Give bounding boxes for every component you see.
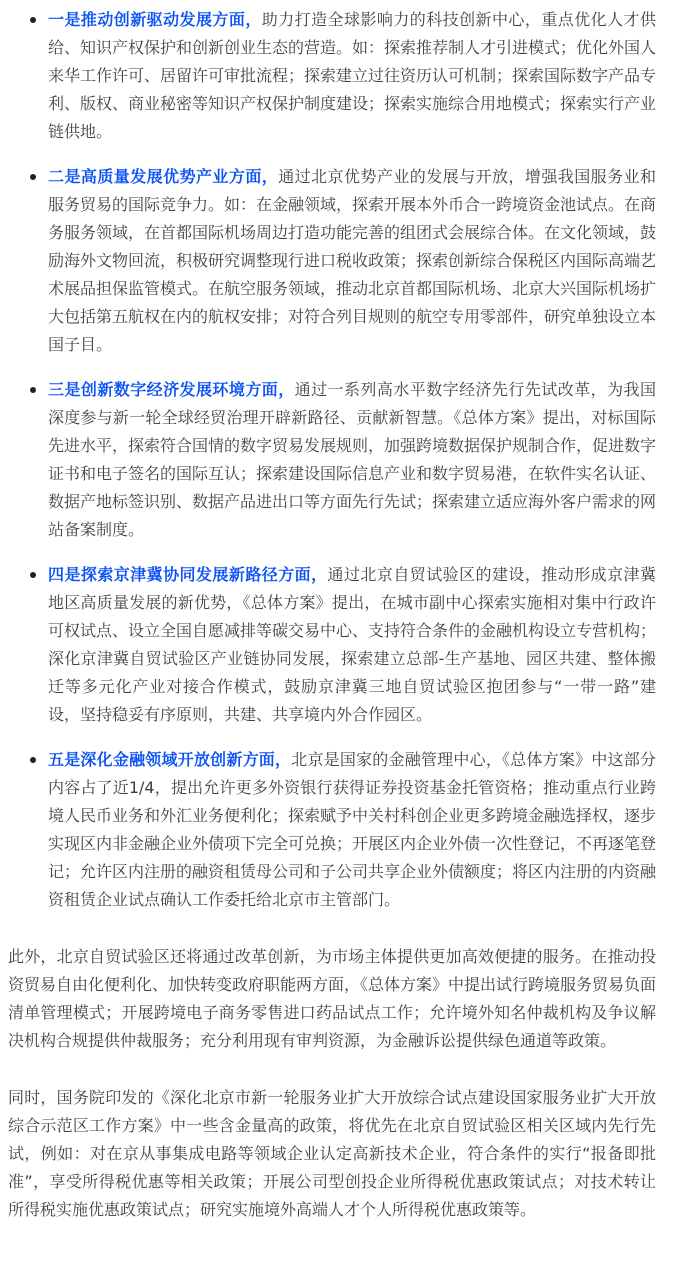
list-item [8, 376, 656, 544]
bullet-icon [30, 174, 36, 180]
bullet-body: 北京是国家的金融管理中心，《总体方案》中这部分内容占了近1/4，提出允许更多外资银行获得证券投资基金托管资格；推动重点行业跨境人民币业务和外汇业务便利化；探索赋予中关村科创企业更多跨境金融选择权，逐步实现区内非金融企业外债项下完全可兑换；开展区内企业外债一次性登记，不再逐笔登记；允许区内注册的融资租赁母公司和子公司共享企业外债额度；将区内注册的内资融资租赁企业试点确认工作委托给北京市主管部门。 [48, 750, 657, 909]
list-item [8, 163, 656, 359]
bullet-icon [30, 387, 36, 393]
bullet-heading: 三是创新数字经济发展环境方面， [48, 380, 295, 399]
list-item [8, 561, 656, 729]
bullet-icon [30, 572, 36, 578]
bullet-heading: 一是推动创新驱动发展方面， [48, 10, 262, 29]
list-item [8, 746, 656, 914]
bullet-icon [30, 757, 36, 763]
closing-paragraph-2: 同时，国务院印发的《深化北京市新一轮服务业扩大开放综合试点建设国家服务业扩大开放综合示范区工作方案》中一些含金量高的政策，将优先在北京自贸试验区相关区域内先行先试，例如：对在京从事集成电路等领域企业认定高新技术企业，符合条件的实行“报备即批准”，享受所得税优惠等相关政策；开展公司型创投企业所得税优惠政策试点；对技术转让所得税实施优惠政策试点；研究实施境外高端人才个人所得税优惠政策等。 [8, 1088, 656, 1219]
closing-paragraph-1: 此外，北京自贸试验区还将通过改革创新，为市场主体提供更加高效便捷的服务。在推动投资贸易自由化便利化、加快转变政府职能两方面，《总体方案》中提出试行跨境服务贸易负面清单管理模式；开展跨境电子商务零售进口药品试点工作；允许境外知名仲裁机构及争议解决机构合规提供仲裁服务；充分利用现有审判资源，为金融诉讼提供绿色通道等政策。 [8, 947, 657, 1050]
bullet-heading: 五是深化金融领域开放创新方面， [48, 750, 292, 769]
bullet-body: 通过北京自贸试验区的建设，推动形成京津冀地区高质量发展的新优势，《总体方案》提出，在城市副中心探索实施相对集中行政许可权试点、设立全国自愿减排等碳交易中心、支持符合条件的金融机构设立专营机构；深化京津冀自贸试验区产业链协同发展，探索建立总部-生产基地、园区共建、整体搬迁等多元化产业对接合作模式，鼓励京津冀三地自贸试验区抱团参与“一带一路”建设，坚持稳妥有序原则，共建、共享境内外合作园区。 [48, 565, 657, 724]
bullet-heading: 四是探索京津冀协同发展新路径方面， [48, 565, 328, 584]
bullet-body: 通过一系列高水平数字经济先行先试改革，为我国深度参与新一轮全球经贸治理开辟新路径、贡献新智慧。《总体方案》提出，对标国际先进水平，探索符合国情的数字贸易发展规则，加强跨境数据保护规制合作，促进数字证书和电子签名的国际互认；探索建设国际信息产业和数字贸易港，在软件实名认证、数据产地标签识别、数据产品进出口等方面先行先试；探索建立适应海外客户需求的网站备案制度。 [48, 380, 657, 539]
bullet-icon [30, 17, 36, 23]
bullet-heading: 二是高质量发展优势产业方面， [48, 167, 279, 186]
key-points-list [8, 6, 656, 914]
list-item [8, 6, 656, 146]
bullet-body: 通过北京优势产业的发展与开放，增强我国服务业和服务贸易的国际竞争力。如：在金融领域，探索开展本外币合一跨境资金池试点。在商务服务领域，在首都国际机场周边打造功能完善的组团式会展综合体。在文化领域，鼓励海外文物回流，积极研究调整现行进口税收政策；探索创新综合保税区内国际高端艺术展品担保监管模式。在航空服务领域，推动北京首都国际机场、北京大兴国际机场扩大包括第五航权在内的航权安排；对符合列目规则的航空专用零部件，研究单独设立本国子目。 [48, 167, 657, 354]
bullet-body: 助力打造全球影响力的科技创新中心，重点优化人才供给、知识产权保护和创新创业生态的营造。如：探索推荐制人才引进模式；优化外国人来华工作许可、居留许可审批流程；探索建立过往资历认可机制；探索国际数字产品专利、版权、商业秘密等知识产权保护制度建设；探索实施综合用地模式；探索实行产业链供地。 [48, 10, 657, 141]
